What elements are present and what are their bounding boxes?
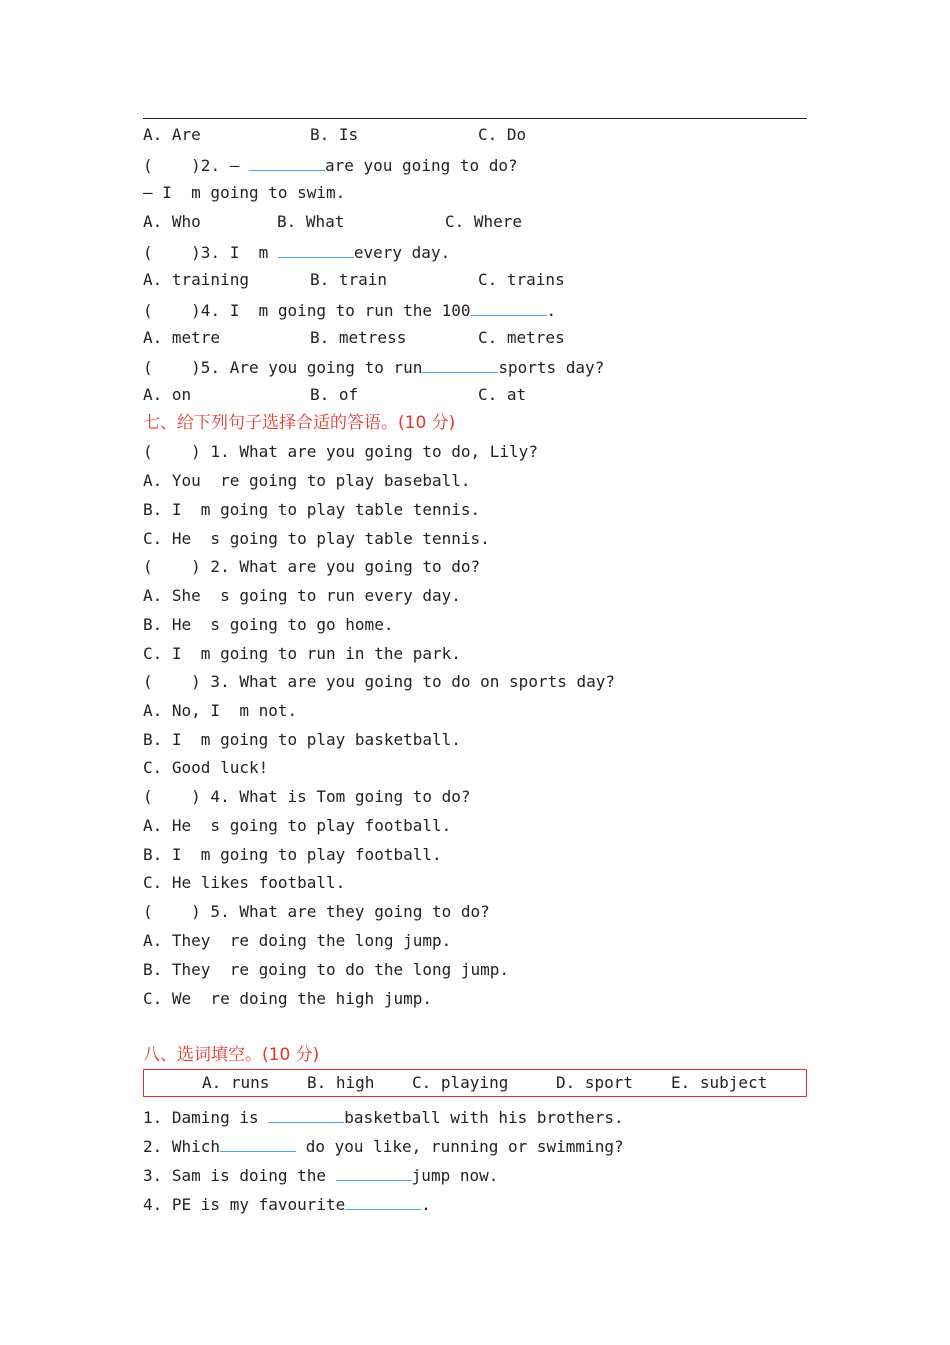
s7-q3-option-b: B. I m going to play basketball. xyxy=(143,730,461,749)
section-8-heading: 八、选词填空。(10 分) xyxy=(143,1045,320,1065)
word-option-c: C. playing xyxy=(412,1073,509,1092)
q3-options xyxy=(143,268,743,292)
s7-q3-option-a: A. No, I m not. xyxy=(143,701,298,720)
s7-q2-option-c: C. I m going to run in the park. xyxy=(143,644,461,663)
question-5: ( )5. Are you going to run sports day? xyxy=(143,354,604,378)
question-3: ( )3. I m every day. xyxy=(143,239,450,263)
s7-question-2: ( ) 2. What are you going to do? xyxy=(143,557,481,576)
answer-blank[interactable] xyxy=(422,354,498,373)
q4-options xyxy=(143,326,743,350)
word-option-e: E. subject xyxy=(671,1073,768,1092)
s8-item-2: 2. Which do you like, running or swimming? xyxy=(143,1133,624,1157)
word-option-d: D. sport xyxy=(556,1073,634,1092)
option-c: C. at xyxy=(478,385,527,404)
answer-blank[interactable] xyxy=(268,1104,344,1123)
s7-q4-option-b: B. I m going to play football. xyxy=(143,845,442,864)
s7-q1-option-a: A. You re going to play baseball. xyxy=(143,471,471,490)
question-2: ( )2. — are you going to do? xyxy=(143,152,518,176)
option-a: A. training xyxy=(143,270,249,289)
s7-q4-option-a: A. He s going to play football. xyxy=(143,816,452,835)
q1-options xyxy=(143,123,743,147)
s7-q5-option-b: B. They re going to do the long jump. xyxy=(143,960,510,979)
option-b: B. train xyxy=(310,270,388,289)
answer-blank[interactable] xyxy=(220,1133,296,1152)
s7-q4-option-c: C. He likes football. xyxy=(143,873,346,892)
s8-item-4: 4. PE is my favourite . xyxy=(143,1191,431,1215)
s7-q5-option-a: A. They re doing the long jump. xyxy=(143,931,452,950)
option-b: B. of xyxy=(310,385,359,404)
answer-blank[interactable] xyxy=(336,1162,412,1181)
s7-q5-option-c: C. We re doing the high jump. xyxy=(143,989,432,1008)
q2-options xyxy=(143,210,743,234)
option-c: C. Where xyxy=(445,212,523,231)
answer-blank[interactable] xyxy=(249,152,325,171)
option-a: A. Who xyxy=(143,212,201,231)
option-a: A. Are xyxy=(143,125,201,144)
s7-q2-option-a: A. She s going to run every day. xyxy=(143,586,461,605)
question-2-answer: — I m going to swim. xyxy=(143,183,346,202)
word-option-a: A. runs xyxy=(202,1073,270,1092)
option-c: C. Do xyxy=(478,125,527,144)
option-a: A. metre xyxy=(143,328,221,347)
option-b: B. metress xyxy=(310,328,407,347)
s8-item-3: 3. Sam is doing the jump now. xyxy=(143,1162,498,1186)
option-b: B. What xyxy=(277,212,345,231)
question-4: ( )4. I m going to run the 100 . xyxy=(143,297,556,321)
word-bank xyxy=(143,1069,807,1097)
s7-q1-option-c: C. He s going to play table tennis. xyxy=(143,529,490,548)
answer-blank[interactable] xyxy=(471,297,547,316)
option-c: C. trains xyxy=(478,270,565,289)
word-option-b: B. high xyxy=(307,1073,375,1092)
q5-options xyxy=(143,383,743,407)
option-a: A. on xyxy=(143,385,192,404)
option-c: C. metres xyxy=(478,328,565,347)
answer-blank[interactable] xyxy=(278,239,354,258)
option-b: B. Is xyxy=(310,125,359,144)
s7-q2-option-b: B. He s going to go home. xyxy=(143,615,394,634)
header-rule xyxy=(143,118,807,119)
s7-q1-option-b: B. I m going to play table tennis. xyxy=(143,500,481,519)
section-7-heading: 七、给下列句子选择合适的答语。(10 分) xyxy=(143,413,456,433)
s7-question-1: ( ) 1. What are you going to do, Lily? xyxy=(143,442,538,461)
s7-question-3: ( ) 3. What are you going to do on sports day? xyxy=(143,672,616,691)
s8-item-1: 1. Daming is basketball with his brothers. xyxy=(143,1104,624,1128)
answer-blank[interactable] xyxy=(345,1191,421,1210)
s7-question-5: ( ) 5. What are they going to do? xyxy=(143,902,490,921)
s7-question-4: ( ) 4. What is Tom going to do? xyxy=(143,787,471,806)
s7-q3-option-c: C. Good luck! xyxy=(143,758,269,777)
